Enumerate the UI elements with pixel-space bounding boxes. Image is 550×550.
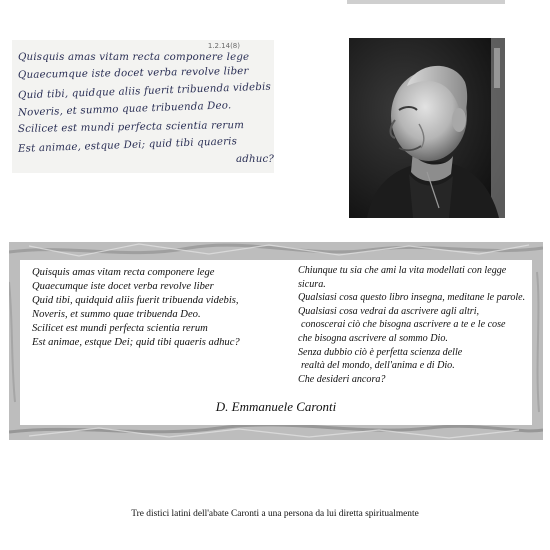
italian-line: sicura. <box>298 278 326 290</box>
archive-reference: 1.2.14(8) <box>207 42 240 50</box>
italian-translation <box>298 264 525 386</box>
latin-line: Quaecumque iste docet verba revolve liber <box>32 281 214 293</box>
latin-line: Est animae, estque Dei; quid tibi quaeris adhuc? <box>32 337 240 349</box>
latin-line: Quisquis amas vitam recta componere lege <box>32 267 215 278</box>
latin-poem <box>32 266 240 351</box>
manuscript-line-7: adhuc? <box>236 154 274 165</box>
italian-line: Qualsiasi cosa vedrai da ascrivere agli altri, <box>298 305 480 317</box>
top-gray-strip <box>347 0 505 4</box>
poem-panel <box>20 260 532 425</box>
marbled-frame <box>9 242 543 440</box>
italian-line: Che desideri ancora? <box>298 373 386 385</box>
manuscript-line-1: Quisquis amas vitam recta componere lege <box>18 52 250 63</box>
italian-line: che bisogna ascrivere al sommo Dio. <box>298 332 448 344</box>
manuscript-line-2: Quaecumque iste docet verba revolve liber <box>17 65 249 82</box>
portrait-illustration <box>349 38 505 218</box>
italian-line: Chiunque tu sia che ami la vita modellati con legge <box>298 265 507 276</box>
italian-line: Senza dubbio ciò è perfetta scienza delle <box>298 346 463 358</box>
manuscript-line-3: Quid tibi, quidque aliis fuerit tribuenda videbis <box>17 81 272 102</box>
author-signature: D. Emmanuele Caronti <box>215 399 337 414</box>
manuscript-line-6: Est animae, estque Dei; quid tibi quaeris <box>17 136 238 155</box>
latin-line: Noveris, et summo quae tribuenda Deo. <box>32 309 201 321</box>
handwritten-manuscript <box>12 40 274 173</box>
portrait-photo <box>349 38 505 218</box>
italian-line: realtà del mondo, dell'anima e di Dio. <box>301 360 455 372</box>
italian-line: conoscerai ciò che bisogna ascrivere a te e le cose <box>301 319 506 331</box>
latin-line: Quid tibi, quidquid aliis fuerit tribuenda videbis, <box>32 295 239 307</box>
italian-line: Qualsiasi cosa questo libro insegna, meditane le parole. <box>298 292 526 304</box>
page-caption: Tre distici latini dell'abate Caronti a una persona da lui diretta spiritualmente <box>131 509 419 519</box>
latin-line: Scilicet est mundi perfecta scientia rerum <box>32 323 208 335</box>
manuscript-line-5: Scilicet est mundi perfecta scientia rerum <box>17 120 245 135</box>
manuscript-line-4: Noveris, et summo quae tribuenda Deo. <box>17 100 232 119</box>
